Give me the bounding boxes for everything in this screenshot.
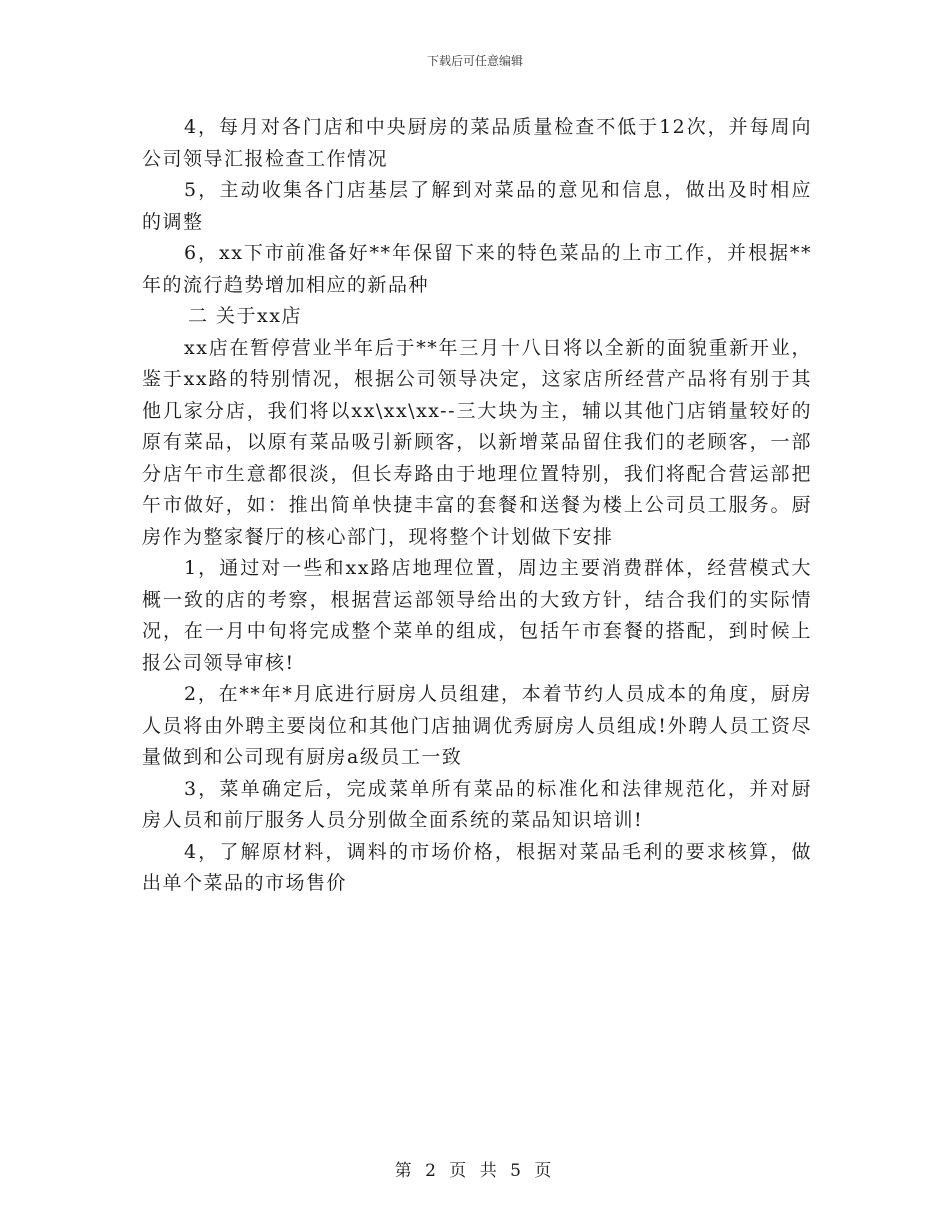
paragraph-plan-3-training: 3，菜单确定后，完成菜单所有菜品的标准化和法律规范化，并对厨房人员和前厅服务人员分别做全面系统的菜品知识培训! — [142, 777, 812, 831]
section-heading: 二 关于xx店 — [188, 305, 302, 327]
page-header: 下载后可任意编辑 — [426, 54, 523, 68]
paragraph-item-4-inspection: 4，每月对各门店和中央厨房的菜品质量检查不低于12次，并每周向公司领导汇报检查工作情况 — [142, 116, 812, 170]
paragraph-item-5-feedback: 5，主动收集各门店基层了解到对菜品的意见和信息，做出及时相应的调整 — [142, 179, 812, 233]
paragraph-plan-1-menu: 1，通过对一些和xx路店地理位置，周边主要消费群体，经营模式大概一致的店的考察，根据营运部领导给出的大致方针，结合我们的实际情况，在一月中旬将完成整个菜单的组成，包括午市套餐的搭配，到时候上报公司领导审核! — [142, 557, 812, 674]
paragraph-plan-4-pricing: 4，了解原材料，调料的市场价格，根据对菜品毛利的要求核算，做出单个菜品的市场售价 — [142, 840, 812, 894]
paragraph-plan-2-staffing: 2，在**年*月底进行厨房人员组建，本着节约人员成本的角度，厨房人员将由外聘主要岗位和其他门店抽调优秀厨房人员组成!外聘人员工资尽量做到和公司现有厨房a级员工一致 — [142, 683, 812, 768]
document-body — [142, 112, 812, 900]
paragraph-item-6-new-dishes: 6，xx下市前准备好**年保留下来的特色菜品的上市工作，并根据**年的流行趋势增加相应的新品种 — [142, 242, 812, 296]
paragraph-store-intro: xx店在暂停营业半年后于**年三月十八日将以全新的面貌重新开业，鉴于xx路的特别情况，根据公司领导决定，这家店所经营产品将有别于其他几家分店，我们将以xx\xx\xx--三大块为主，辅以其他门店销量较好的原有菜品，以原有菜品吸引新顾客，以新增菜品留住我们的老顾客，一部分店午市生意都很淡，但长寿路由于地理位置特别，我们将配合营运部把午市做好，如：推出简单快捷丰富的套餐和送餐为楼上公司员工服务。厨房作为整家餐厅的核心部门，现将整个计划做下安排 — [142, 336, 812, 548]
page-number: 第 2 页 共 5 页 — [394, 1161, 556, 1181]
